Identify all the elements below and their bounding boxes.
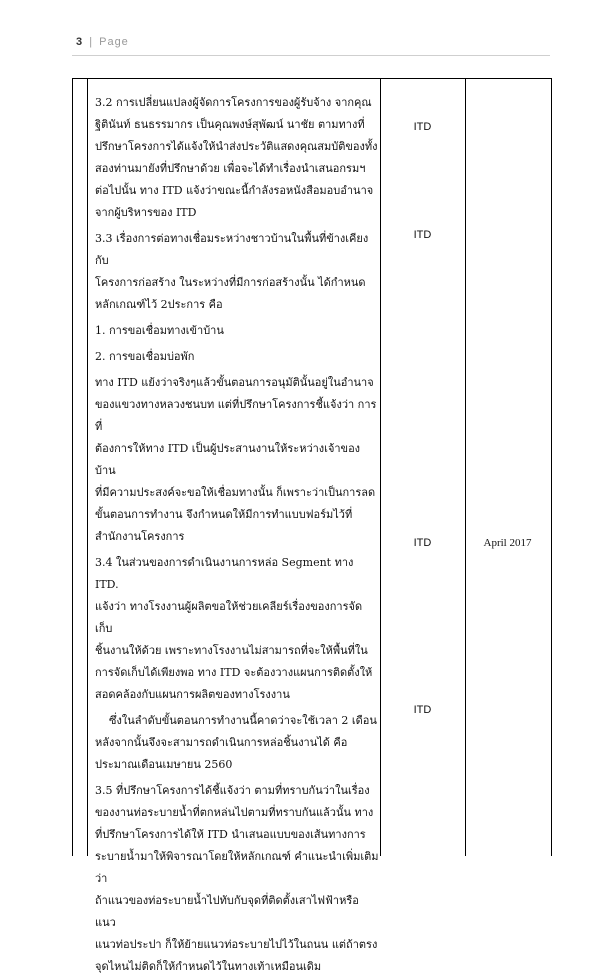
page-header [76, 36, 129, 48]
text-line: สองท่านมายังที่ปรึกษาด้วย เพื่อจะได้ทำเรื่องนำเสนอกรมฯ [95, 162, 366, 175]
responsible-3-3: ITD [413, 229, 432, 241]
text-line: ประมาณเดือนเมษายน 2560 [95, 758, 233, 771]
text-line: ที่มีความประสงค์จะขอให้เชื่อมทางนั้น ก็เพราะว่าเป็นการลด [95, 486, 376, 499]
text-line: ซึ่งในลำดับขั้นตอนการทำงานนี้คาดว่าจะใช้เวลา 2 เดือน [109, 714, 377, 727]
column-divider [465, 79, 466, 856]
text-line: ระบายน้ำมาให้พิจารณาโดยให้หลักเกณฑ์ คำแนะนำเพิ่มเติมว่า [95, 850, 379, 885]
text-line: ปรึกษาโครงการได้แจ้งให้นำส่งประวัติแสดงคุณสมบัติของทั้ง [95, 140, 378, 153]
text-line: 3.4 ในส่วนของการดำเนินงานการหล่อ Segment ทาง ITD. [95, 556, 354, 591]
text-line: หลังจากนั้นจึงจะสามารถดำเนินการหล่อชิ้นงานได้ คือ [95, 736, 348, 749]
text-line: ของงานท่อระบายน้ำที่ตกหล่นไปตามที่ทราบกันแล้วนั้น ทาง [95, 806, 374, 819]
text-line: 3.3 เรื่องการต่อทางเชื่อมระหว่างชาวบ้านในพื้นที่ข้างเคียงกับ [95, 232, 369, 267]
sub-item: 1. การขอเชื่อมทางเข้าบ้าน [95, 324, 224, 337]
text-line: แนวท่อประปา ก็ให้ย้ายแนวท่อระบายไปไว้ในถนน แต่ถ้าตรง [95, 938, 378, 951]
text-line: ถ้าแนวของท่อระบายน้ำไปทับกับจุดที่ติดตั้งเสาไฟฟ้าหรือแนว [95, 894, 359, 929]
item-3-5 [95, 780, 379, 978]
text-line: ทาง ITD แย้งว่าจริงๆแล้วขั้นตอนการอนุมัตินั้นอยู่ในอำนาจ [95, 376, 374, 389]
item-3-3-note [95, 372, 379, 548]
text-line: หลักเกณฑ์ไว้ 2ประการ คือ [95, 298, 223, 311]
responsible-3-2: ITD [413, 121, 432, 133]
text-line: โครงการก่อสร้าง ในระหว่างที่มีการก่อสร้างนั้น ได้กำหนด [95, 276, 366, 289]
text-line: ฐิตินันท์ ธนธรรมากร เป็นคุณพงษ์สุพัฒน์ นาชัย ตามทางที่ [95, 118, 365, 131]
text-line: การจัดเก็บได้เพียงพอ ทาง ITD จะต้องวางแผนการติดตั้งให้ [95, 666, 373, 679]
text-line: สอดคล้องกับแผนการผลิตของทางโรงงาน [95, 688, 290, 701]
item-3-4 [95, 552, 379, 706]
text-line: ขั้นตอนการทำงาน จึงกำหนดให้มีการทำแบบฟอร์มไว้ที่ [95, 508, 353, 521]
text-line: ชิ้นงานให้ด้วย เพราะทางโรงงานไม่สามารถที่จะให้พื้นที่ใน [95, 644, 368, 657]
text-line: ของแขวงทางหลวงชนบท แต่ที่ปรึกษาโครงการชี้แจ้งว่า การที่ [95, 398, 377, 433]
page-word: Page [99, 36, 129, 48]
text-line: จุดไหนไม่ติดก็ให้กำหนดไว้ในทางเท้าเหมือนเดิม [95, 960, 322, 973]
item-3-3 [95, 228, 379, 316]
column-divider [380, 79, 381, 856]
text-line: สำนักงานโครงการ [95, 530, 185, 543]
due-date-3-4: April 2017 [483, 537, 532, 549]
text-line: แจ้งว่า ทางโรงงานผู้ผลิตขอให้ช่วยเคลียร์เรื่องของการจัดเก็บ [95, 600, 363, 635]
responsible-3-5: ITD [413, 704, 432, 716]
item-3-4-note [95, 710, 379, 776]
responsible-3-4: ITD [413, 537, 432, 549]
text-line: ที่ปรึกษาโครงการได้ให้ ITD นำเสนอแบบของเส้นทางการ [95, 828, 366, 841]
discussion-column [95, 92, 379, 978]
text-line: 3.2 การเปลี่ยนแปลงผู้จัดการโครงการของผู้รับจ้าง จากคุณ [95, 96, 372, 109]
text-line: ต้องการให้ทาง ITD เป็นผู้ประสานงานให้ระหว่างเจ้าของบ้าน [95, 442, 361, 477]
item-3-2 [95, 92, 379, 224]
sub-item: 2. การขอเชื่อมบ่อพัก [95, 350, 195, 363]
text-line: ต่อไปนั้น ทาง ITD แจ้งว่าขณะนี้กำลังรอหนังสือมอบอำนาจ [95, 184, 374, 197]
header-rule [72, 55, 550, 56]
column-divider [87, 79, 88, 856]
text-line: 3.5 ที่ปรึกษาโครงการได้ชี้แจ้งว่า ตามที่ทราบกันว่าในเรื่อง [95, 784, 370, 797]
page-separator: | [89, 36, 94, 48]
page-number: 3 [76, 36, 84, 48]
text-line: จากผู้บริหารของ ITD [95, 206, 197, 219]
